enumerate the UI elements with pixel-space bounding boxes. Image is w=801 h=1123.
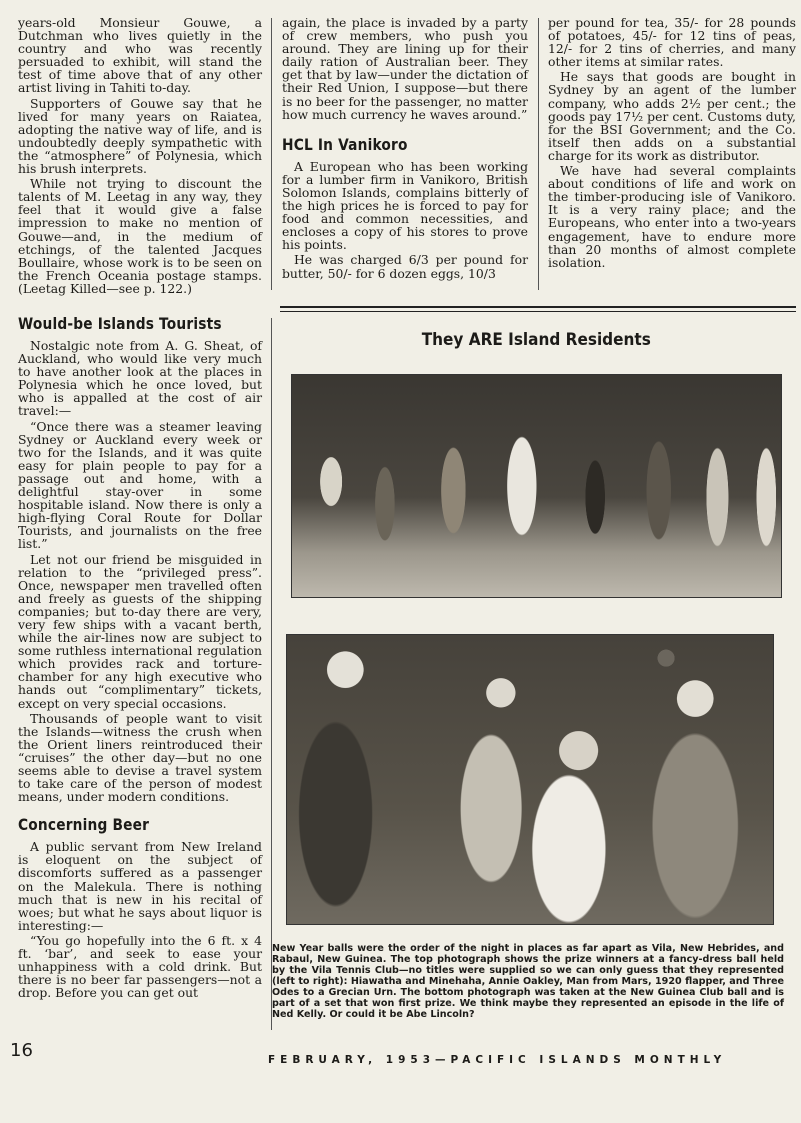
paragraph: He says that goods are bought in Sydney by an agent of the lumber company, who adds 2½ per cent.; the goods pay 17½ per cent. Customs duty, for the BSI Government; and the Co. itself then adds on a substantial charge for its work as distributor. (548, 69, 796, 163)
paragraph: Supporters of Gouwe say that he lived for many years on Raiatea, adopting the native way of life, and is undoubtedly deeply sympathetic with the “atmosphere” of Polynesia, which his brush interprets. (18, 95, 262, 177)
column-1-top (18, 16, 262, 297)
section-heading-hcl: HCL In Vanikoro (282, 134, 408, 154)
paragraph: Let not our friend be misguided in relation to the “privileged press”. Once, newspaper men travelled often and freely as guests of the shipping companies; but to-day there are very, very few ships with a vacant berth, while the air-lines now are subject to some ruthless international regulation which provides rack and torture-chamber for any high executive who hands out “complimentary” tickets, except on very special occasions. (18, 551, 262, 711)
paragraph: Nostalgic note from A. G. Sheat, of Auckland, who would like very much to have another look at the places in Polynesia which he once loved, but who is appalled at the cost of air travel:— (18, 338, 262, 419)
section-heading-tourists: Would-be Islands Tourists (18, 314, 222, 333)
running-foot: FEBRUARY, 1953—PACIFIC ISLANDS MONTHLY (268, 1054, 727, 1066)
column-1-lower (18, 308, 262, 1001)
column-divider (538, 18, 539, 290)
section-heading-beer: Concerning Beer (18, 815, 150, 835)
paragraph: per pound for tea, 35/- for 28 pounds of potatoes, 45/- for 12 tins of peas, 12/- for 2 tins of cherries, and many other items at similar rates. (548, 15, 796, 70)
paragraph: “Once there was a steamer leaving Sydney or Auckland every week or two for the Islands, and it was quite easy for plain people to pay for a passage out and home, with a delightful stay-over in some hospitable island. Now there is only a high-flying Coral Route for Dollar Tourists, and journalists on the free list.” (18, 418, 262, 552)
column-2-top (282, 16, 528, 282)
column-divider (271, 18, 272, 290)
photo-feature-heading-text: They ARE Island Residents (421, 330, 651, 350)
paragraph: again, the place is invaded by a party of crew members, who push you around. They are lining up for their daily ration of Australian beer. They get that by law—under the dictation of their Red Union, I suppose—but there is no beer for the passenger, no matter how much currency he waves around.” (282, 15, 528, 122)
section-divider-rule (280, 306, 796, 312)
photo-caption: New Year balls were the order of the night in places as far apart as Vila, New Hebrides, and Rabaul, New Guinea. The top photograph shows the prize winners at a fancy-dress ball held by the Vila Tennis Club—no titles were supplied so we can only guess that they represented (left to right): Hiawatha and Minehaha, Annie Oakley, Man from Mars, 1920 flapper, and Three Odes to a Grecian Urn. The bottom photograph was taken at the New Guinea Club ball and is part of a set that won first prize. We think maybe they represented an episode in the life of Ned Kelly. Or could it be Abe Lincoln? (272, 943, 784, 1020)
paragraph: He was charged 6/3 per pound for butter, 50/- for 6 dozen eggs, 10/3 (282, 252, 528, 281)
paragraph: “You go hopefully into the 6 ft. x 4 ft. ‘bar’, and seek to ease your unhappiness with a cold drink. But there is no beer far passengers—not a drop. Before you can get out (18, 932, 262, 1001)
paragraph: A European who has been working for a lumber firm in Vanikoro, British Solomon Islands, complains bitterly of the high prices he is forced to pay for food and common necessities, and encloses a copy of his stores to prove his points. (282, 158, 528, 253)
new-guinea-club-ball-photo (286, 634, 774, 925)
column-divider (271, 318, 272, 1030)
paragraph: We have had several complaints about conditions of life and work on the timber-producing isle of Vanikoro. It is a very rainy place; and the Europeans, who enter into a two-years engagement, have to endure more than 20 months of almost complete isolation. (548, 163, 796, 270)
fancy-dress-prize-winners-photo (291, 374, 782, 598)
paragraph: years-old Monsieur Gouwe, a Dutchman who lives quietly in the country and who was recently persuaded to exhibit, will stand the test of time above that of any other artist living in Tahiti to-day. (18, 15, 262, 96)
column-3-top (548, 16, 796, 271)
paragraph: A public servant from New Ireland is eloquent on the subject of discomforts suffered as a passenger on the Malekula. There is nothing much that is new in his recital of woes; but what he says about liquor is interesting:— (18, 839, 262, 933)
paragraph: Thousands of people want to visit the Islands—witness the crush when the Orient liners reintroduced their “cruises” the other day—but no one seems able to devise a travel system to take care of the person of modest means, under modern conditions. (18, 710, 262, 805)
paragraph: While not trying to discount the talents of M. Leetag in any way, they feel that it would give a false impression to make no mention of Gouwe—and, in the medium of etchings, of the talented Jacques Boullaire, whose work is to be seen on the French Oceania postage stamps. (Leetag Killed—see p. 122.) (18, 176, 262, 296)
page-number: 16 (10, 1040, 33, 1061)
photo-feature-heading (290, 330, 782, 350)
